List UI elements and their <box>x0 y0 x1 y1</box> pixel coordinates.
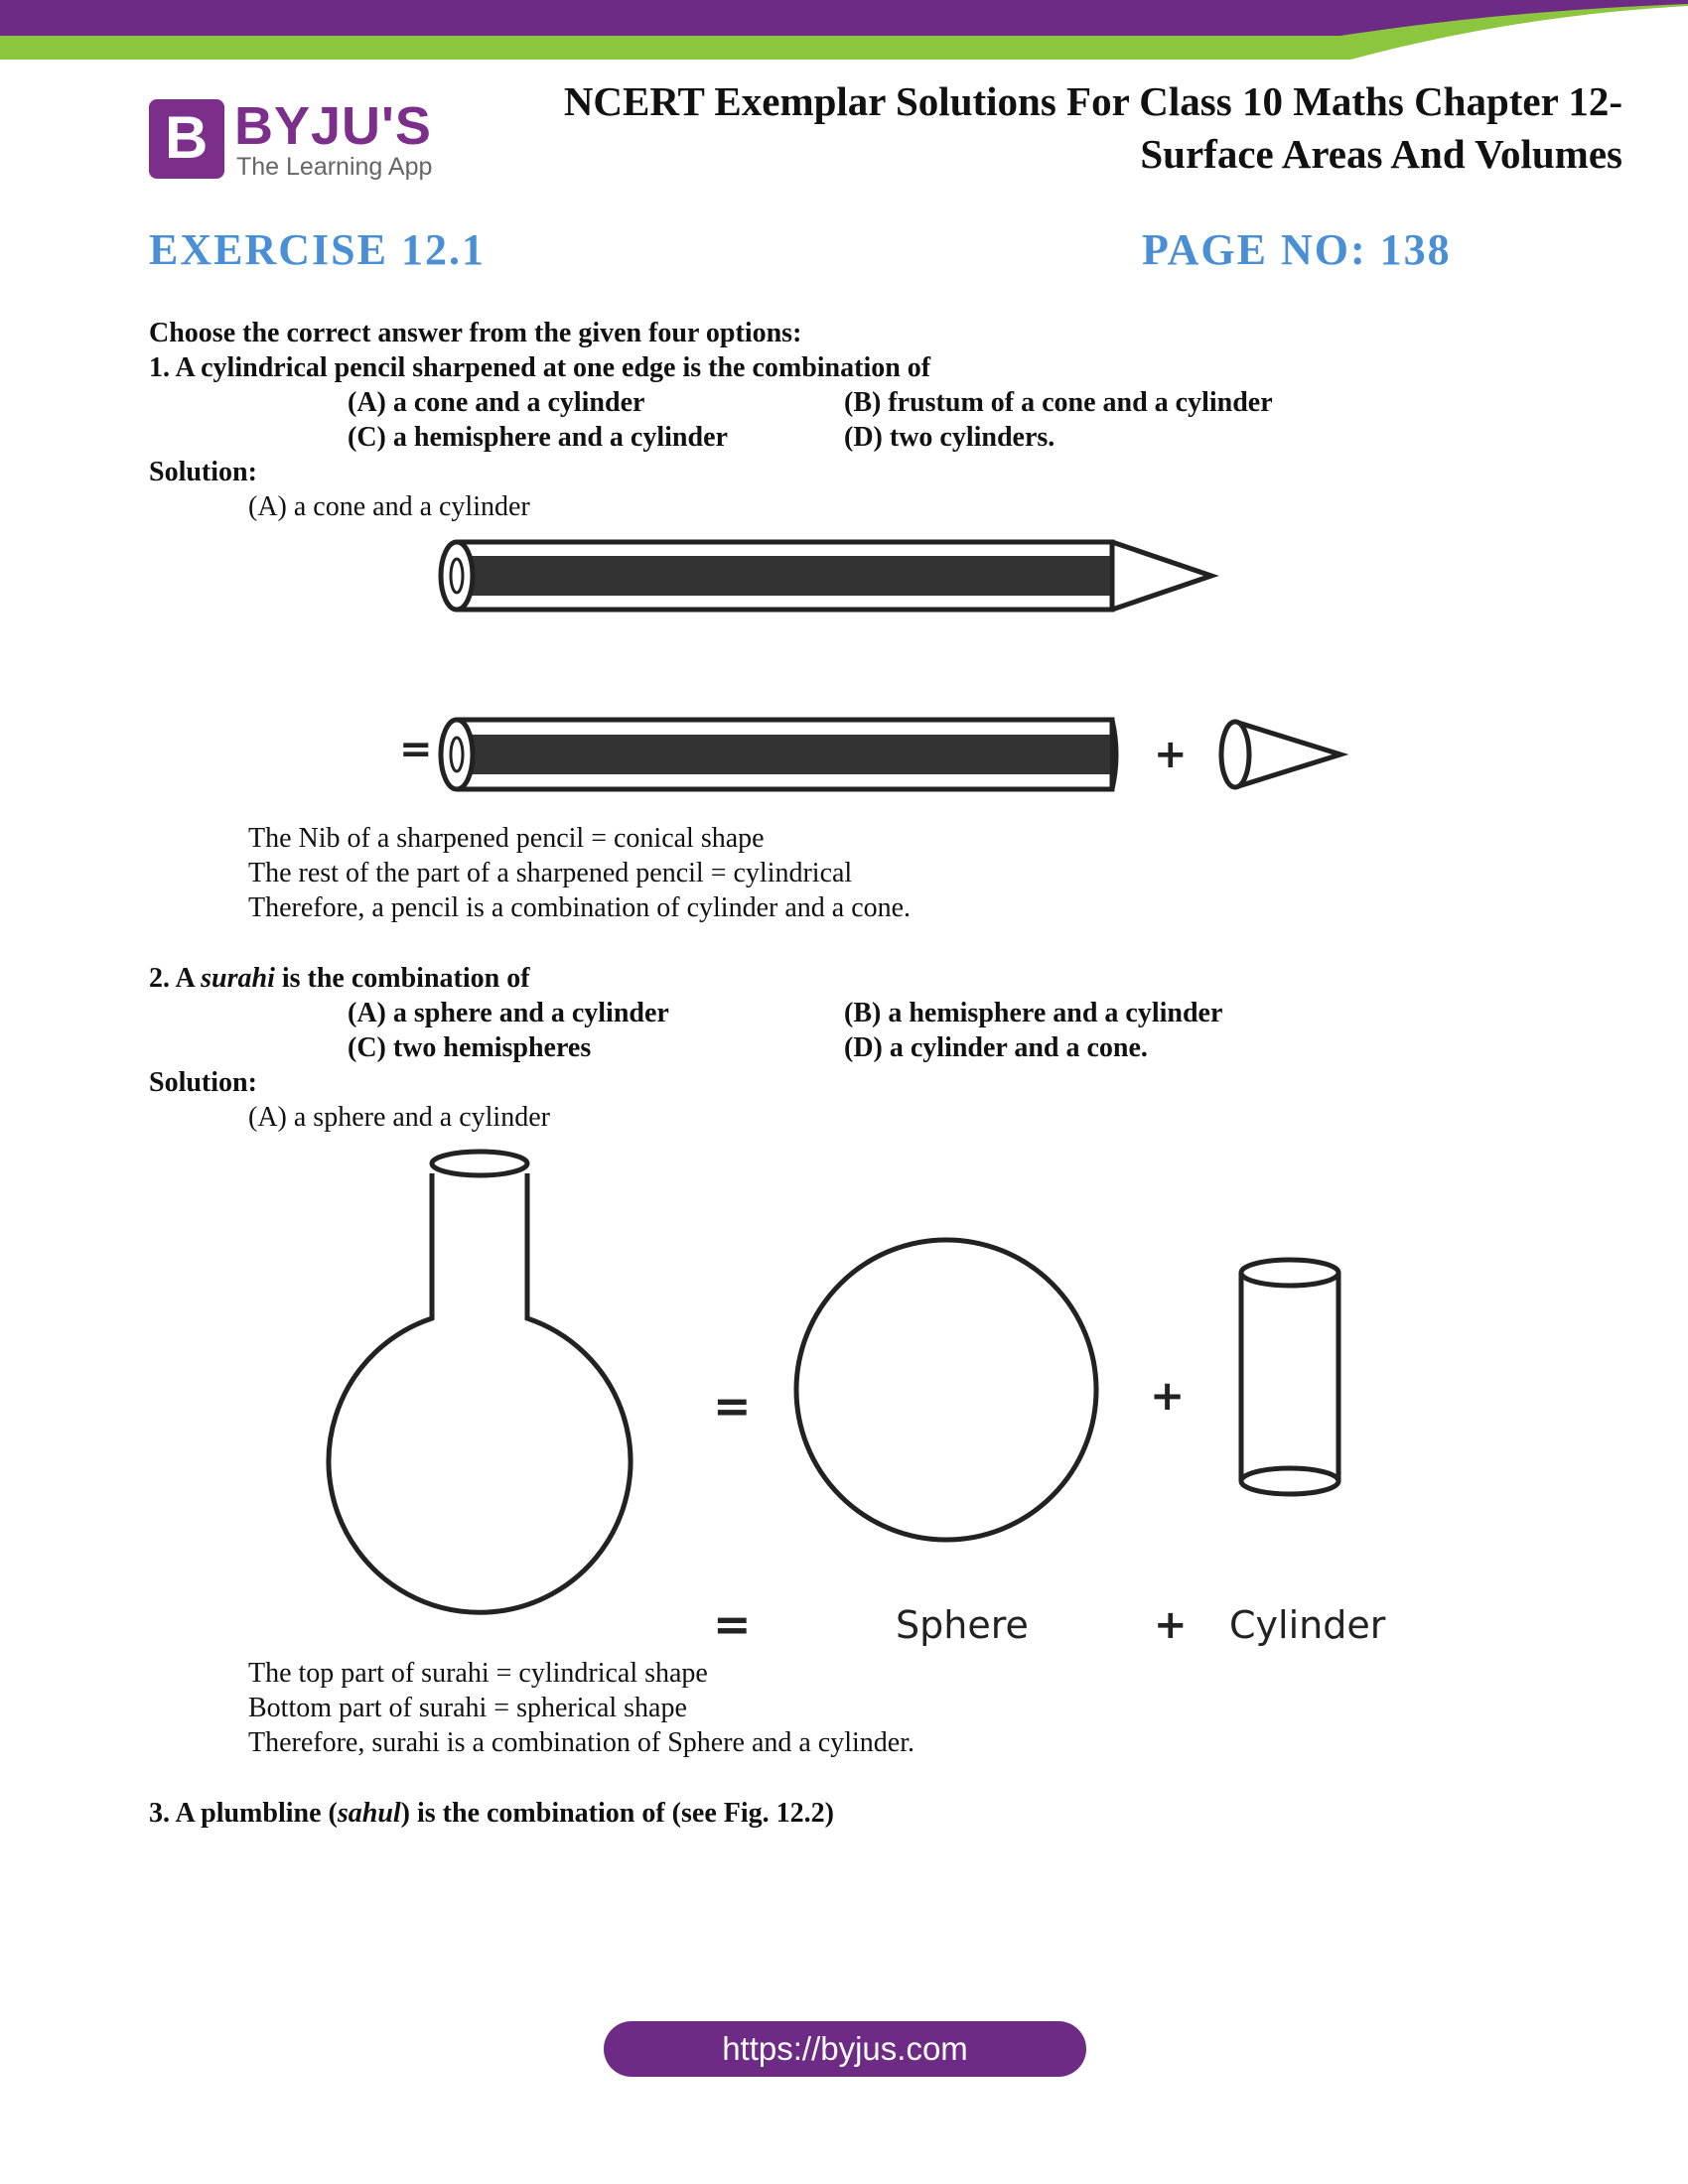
pencil-whole <box>441 542 1211 610</box>
labels-equals-sign: = <box>713 1597 752 1651</box>
surahi-figure <box>318 1142 1410 1658</box>
instruction-text: Choose the correct answer from the given four options: <box>149 318 802 348</box>
cylinder-label: Cylinder <box>1229 1603 1386 1647</box>
logo-tagline: The Learning App <box>236 153 433 181</box>
pencil-cone-part <box>1221 722 1340 787</box>
q2-explanation-3: Therefore, surahi is a combination of Sphere and a cylinder. <box>248 1727 914 1758</box>
q1-explanation-3: Therefore, a pencil is a combination of cylinder and a cone. <box>248 892 912 923</box>
q1-solution-label: Solution: <box>149 457 257 487</box>
q1-option-b: (B) frustum of a cone and a cylinder <box>844 387 1273 418</box>
surahi-equals-sign: = <box>713 1379 752 1433</box>
q2-answer: (A) a sphere and a cylinder <box>248 1102 550 1133</box>
logo-mark: B <box>149 99 224 179</box>
q1-option-c: (C) a hemisphere and a cylinder <box>348 422 728 453</box>
q2-text: 2. A surahi is the combination of <box>149 963 530 994</box>
q2-option-d: (D) a cylinder and a cone. <box>844 1032 1148 1063</box>
pencil-cylinder-part <box>441 720 1116 789</box>
pencil-equals-sign: = <box>399 727 433 772</box>
top-banner <box>0 0 1688 60</box>
pencil-figure <box>377 526 1350 804</box>
q2-explanation-2: Bottom part of surahi = spherical shape <box>248 1693 687 1723</box>
q2-option-a: (A) a sphere and a cylinder <box>348 998 669 1028</box>
byjus-logo <box>149 95 437 185</box>
page-title <box>431 75 1622 181</box>
exercise-heading: EXERCISE 12.1 <box>149 225 486 274</box>
footer-url-link[interactable]: https://byjus.com <box>604 2021 1086 2077</box>
q3-text: 3. A plumbline (sahul) is the combination of (see Fig. 12.2) <box>149 1798 834 1829</box>
sphere-shape <box>796 1240 1096 1540</box>
q2-explanation-1: The top part of surahi = cylindrical shape <box>248 1658 708 1689</box>
q1-option-d: (D) two cylinders. <box>844 422 1055 453</box>
q1-explanation-1: The Nib of a sharpened pencil = conical shape <box>248 823 765 854</box>
q2-option-b: (B) a hemisphere and a cylinder <box>844 998 1223 1028</box>
title-line-1: NCERT Exemplar Solutions For Class 10 Maths Chapter 12- <box>563 78 1622 124</box>
surahi-plus-sign: + <box>1150 1371 1186 1420</box>
q2-option-c: (C) two hemispheres <box>348 1032 592 1063</box>
labels-plus-sign: + <box>1154 1602 1188 1648</box>
q1-text: 1. A cylindrical pencil sharpened at one edge is the combination of <box>149 352 931 383</box>
sphere-label: Sphere <box>896 1603 1029 1647</box>
cylinder-shape <box>1241 1260 1338 1494</box>
surahi-shape <box>329 1152 631 1612</box>
logo-name: BYJU'S <box>234 96 432 156</box>
title-line-2: Surface Areas And Volumes <box>1140 131 1622 177</box>
page-number: PAGE NO: 138 <box>1142 225 1452 274</box>
q2-solution-label: Solution: <box>149 1067 257 1098</box>
q1-answer: (A) a cone and a cylinder <box>248 491 530 522</box>
pencil-plus-sign: + <box>1154 732 1188 777</box>
q1-explanation-2: The rest of the part of a sharpened pencil = cylindrical <box>248 858 853 888</box>
q1-option-a: (A) a cone and a cylinder <box>348 387 645 418</box>
